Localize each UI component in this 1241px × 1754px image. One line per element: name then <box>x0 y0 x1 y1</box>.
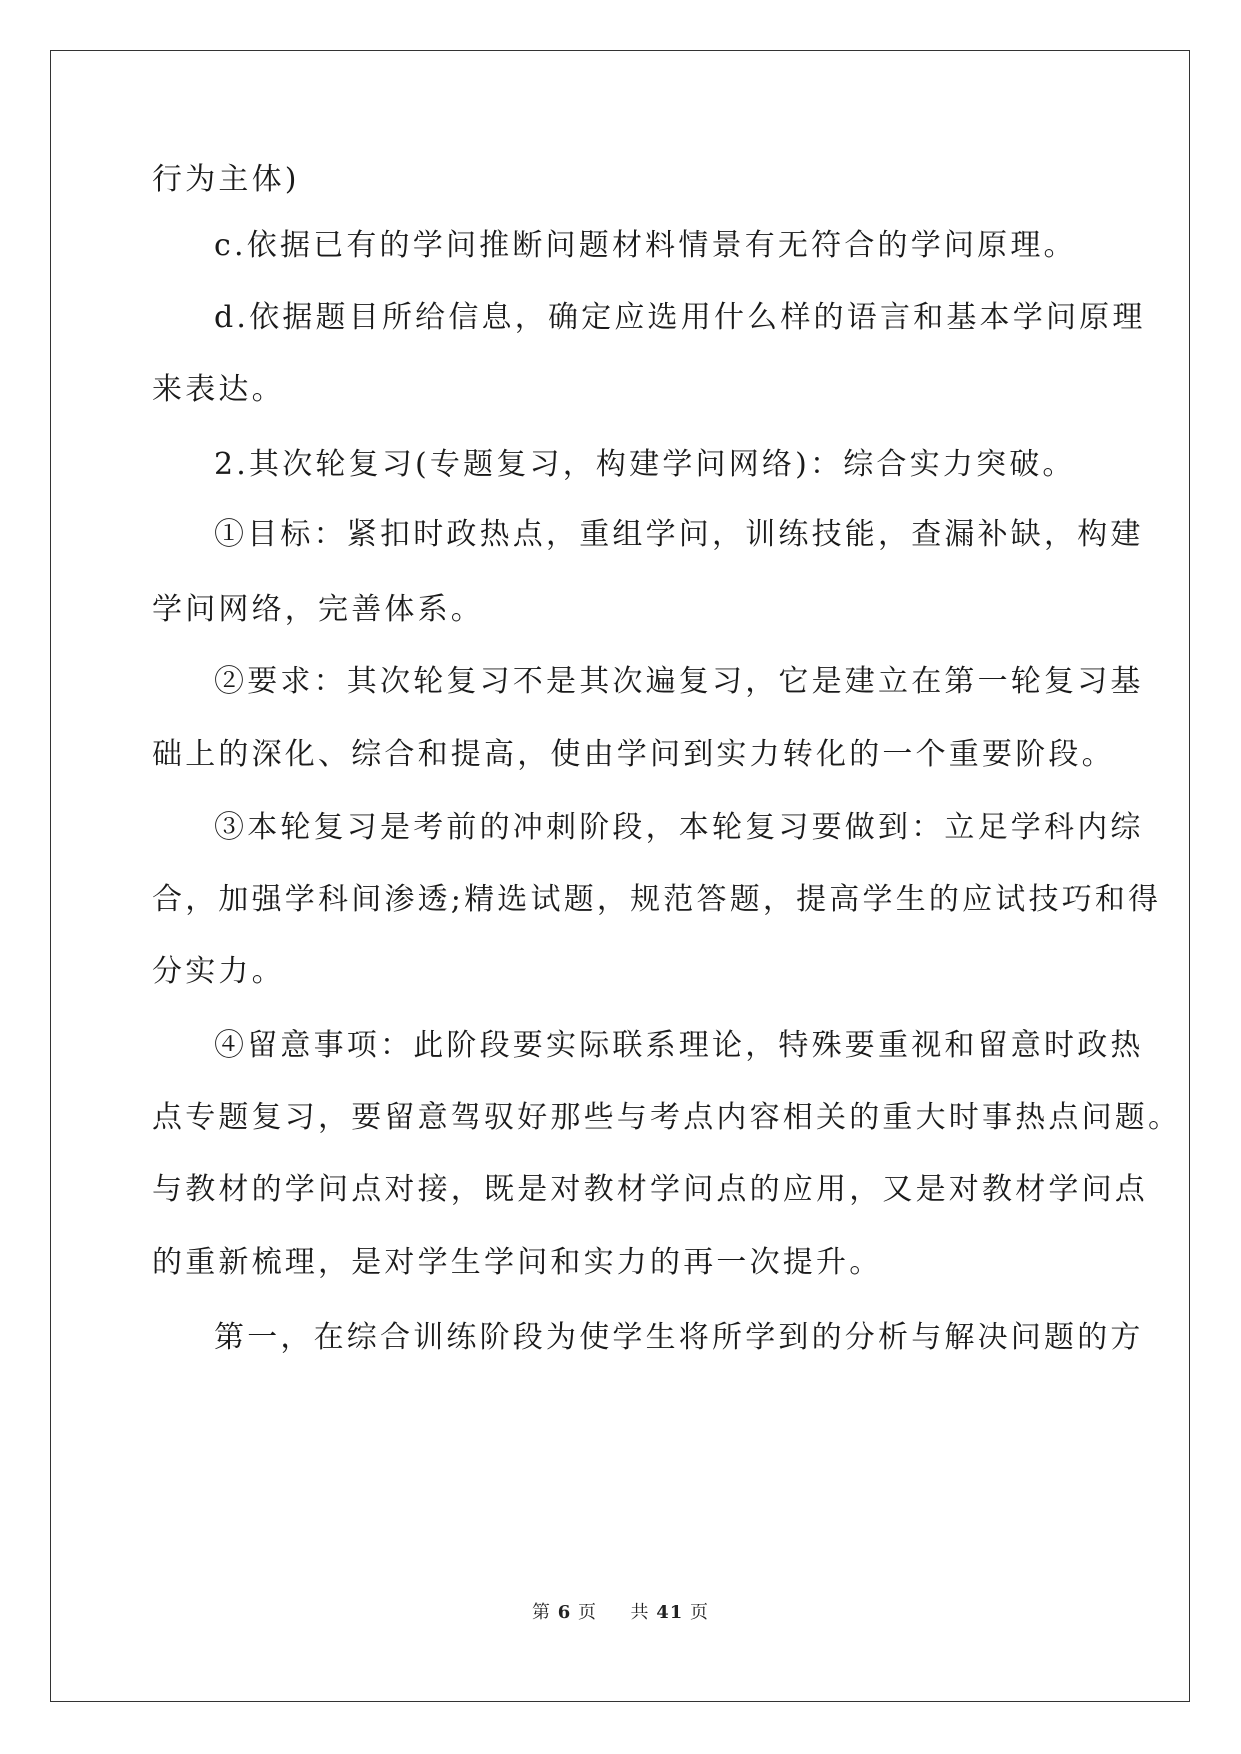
page-number: 6 <box>557 1602 572 1623</box>
text-line: 第一，在综合训练阶段为使学生将所学到的分析与解决问题的方 <box>214 1320 1144 1355</box>
text-line: c.依据已有的学问推断问题材料情景有无符合的学问原理。 <box>214 228 1077 263</box>
text-line: 2.其次轮复习(专题复习，构建学问网络)：综合实力突破。 <box>214 447 1076 482</box>
total-prefix: 共 <box>630 1602 650 1623</box>
text-line: 合，加强学科间渗透;精选试题，规范答题，提高学生的应试技巧和得 <box>152 882 1162 917</box>
page-prefix: 第 <box>532 1602 551 1623</box>
text-line: ①目标：紧扣时政热点，重组学问，训练技能，查漏补缺，构建 <box>214 517 1144 552</box>
text-line: 的重新梳理，是对学生学问和实力的再一次提升。 <box>152 1245 883 1280</box>
text-line: 来表达。 <box>152 372 285 407</box>
text-line: ③本轮复习是考前的冲刺阶段，本轮复习要做到：立足学科内综 <box>214 810 1144 845</box>
page-suffix: 页 <box>578 1602 597 1623</box>
total-suffix: 页 <box>690 1602 709 1623</box>
text-line: 点专题复习，要留意驾驭好那些与考点内容相关的重大时事热点问题。 <box>152 1100 1182 1135</box>
text-line: 学问网络，完善体系。 <box>152 592 484 627</box>
text-line: 行为主体) <box>152 162 300 197</box>
text-line: 础上的深化、综合和提高，使由学问到实力转化的一个重要阶段。 <box>152 737 1115 772</box>
total-pages: 41 <box>656 1602 684 1623</box>
text-line: ④留意事项：此阶段要实际联系理论，特殊要重视和留意时政热 <box>214 1028 1144 1063</box>
page-footer <box>0 1598 1241 1624</box>
text-line: 分实力。 <box>152 954 285 989</box>
text-line: d.依据题目所给信息，确定应选用什么样的语言和基本学问原理 <box>214 300 1146 335</box>
text-line: 与教材的学问点对接，既是对教材学问点的应用，又是对教材学问点 <box>152 1172 1148 1207</box>
text-line: ②要求：其次轮复习不是其次遍复习，它是建立在第一轮复习基 <box>214 664 1144 699</box>
